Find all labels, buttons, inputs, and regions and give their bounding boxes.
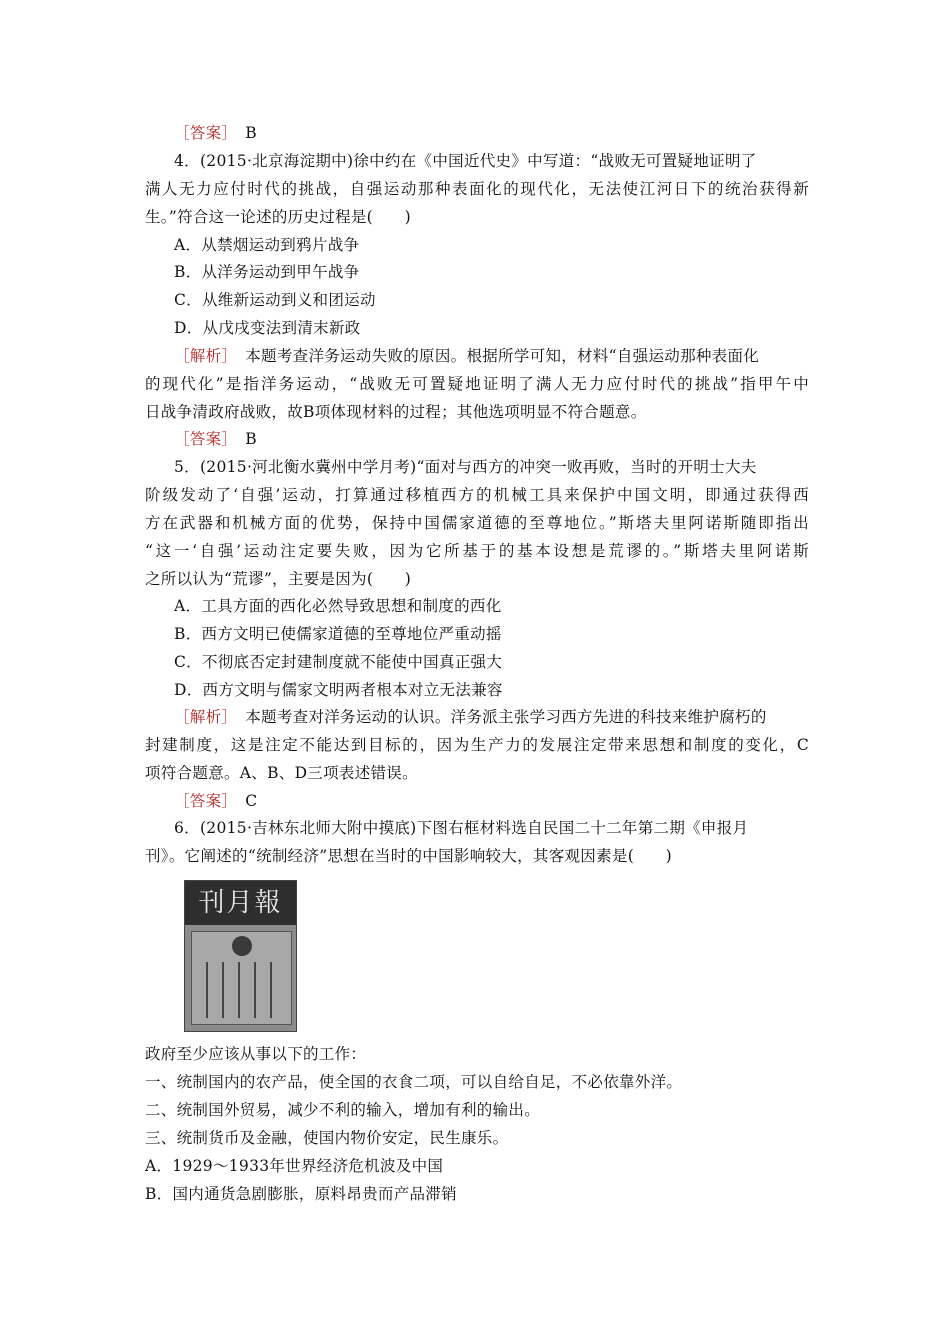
text-line	[145, 734, 809, 756]
cover-emblem-icon	[232, 936, 252, 956]
text-line	[145, 568, 411, 590]
text-line	[145, 512, 809, 534]
line-text: 生。”符合这一论述的历史过程是( )	[145, 208, 411, 226]
text-line	[174, 428, 257, 450]
text-line	[174, 345, 759, 367]
line-text: 刊》。它阐述的“统制经济”思想在当时的中国影响较大，其客观因素是( )	[145, 847, 672, 865]
cover-title-banner: 刊月報	[185, 881, 296, 925]
section-tag: ［解析］	[174, 708, 230, 726]
text-line	[145, 1099, 540, 1121]
text-line	[145, 373, 809, 395]
section-tag: ［答案］	[174, 792, 230, 810]
cover-panel	[191, 931, 292, 1025]
text-line	[174, 790, 257, 812]
text-line	[145, 540, 809, 562]
line-text: 满人无力应付时代的挑战，自强运动那种表面化的现代化，无法使江河日下的统治获得新	[145, 180, 809, 198]
line-text: B．西方文明已使儒家道德的至尊地位严重动摇	[174, 625, 502, 643]
text-line	[145, 845, 672, 867]
line-text: 一、统制国内的农产品，使全国的衣食二项，可以自给自足，不必依靠外洋。	[145, 1073, 683, 1091]
line-text: 三、统制货币及金融，使国内物价安定，民生康乐。	[145, 1129, 509, 1147]
cover-column	[206, 962, 208, 1018]
line-text: B．从洋务运动到甲午战争	[174, 263, 360, 281]
text-line	[174, 651, 502, 673]
line-text: 政府至少应该从事以下的工作：	[145, 1045, 367, 1063]
text-line	[174, 289, 376, 311]
line-text: 6．(2015·吉林东北师大附中摸底)下图右框材料选自民国二十二年第二期《申报月	[174, 819, 749, 837]
line-text: 5．(2015·河北衡水冀州中学月考)“面对与西方的冲突一败再败，当时的开明士大夫	[174, 458, 757, 476]
line-text: C．不彻底否定封建制度就不能使中国真正强大	[174, 653, 503, 671]
text-line	[174, 317, 361, 339]
line-text: 二、统制国外贸易，减少不利的输入，增加有利的输出。	[145, 1101, 541, 1119]
line-text: C	[229, 792, 258, 810]
line-text: 本题考查对洋务运动的认识。洋务派主张学习西方先进的科技来维护腐朽的	[229, 708, 767, 726]
line-text: 4．(2015·北京海淀期中)徐中约在《中国近代史》中写道：“战败无可置疑地证明了	[174, 152, 757, 170]
line-text: B	[229, 430, 257, 448]
text-line	[145, 762, 418, 784]
line-text: 的现代化”是指洋务运动，“战败无可置疑地证明了满人无力应付时代的挑战”指甲午中	[145, 375, 809, 393]
line-text: 本题考查洋务运动失败的原因。根据所学可知，材料“自强运动那种表面化	[229, 347, 760, 365]
cover-column	[222, 962, 224, 1018]
text-line	[145, 1155, 443, 1177]
line-text: C．从维新运动到义和团运动	[174, 291, 376, 309]
line-text: D．西方文明与儒家文明两者根本对立无法兼容	[174, 681, 503, 699]
text-line	[174, 150, 757, 172]
text-line	[174, 679, 503, 701]
text-line	[145, 178, 809, 200]
line-text: D．从戊戌变法到清末新政	[174, 319, 361, 337]
cover-column	[270, 962, 272, 1018]
line-text: A．从禁烟运动到鸦片战争	[174, 236, 360, 254]
text-line	[145, 401, 647, 423]
cover-column	[254, 962, 256, 1018]
text-line	[174, 234, 359, 256]
line-text: A．工具方面的西化必然导致思想和制度的西化	[174, 597, 502, 615]
text-line	[145, 206, 411, 228]
line-text: 项符合题意。A、B、D三项表述错误。	[145, 764, 418, 782]
line-text: 日战争清政府战败，故B项体现材料的过程；其他选项明显不符合题意。	[145, 403, 647, 421]
line-text: “这一‘自强’运动注定要失败，因为它所基于的基本设想是荒谬的。”斯塔夫里阿诺斯	[145, 542, 809, 560]
text-line	[174, 706, 767, 728]
section-tag: ［答案］	[174, 430, 230, 448]
text-line	[174, 595, 502, 617]
text-line	[145, 1183, 457, 1205]
text-line	[145, 484, 809, 506]
shenbao-monthly-cover-image	[184, 880, 297, 1032]
text-line	[174, 817, 748, 839]
text-line	[174, 456, 757, 478]
section-tag: ［答案］	[174, 124, 230, 142]
line-text: A．1929～1933年世界经济危机波及中国	[145, 1157, 444, 1175]
section-tag: ［解析］	[174, 347, 230, 365]
text-line	[174, 122, 257, 144]
text-line	[174, 261, 360, 283]
text-line	[145, 1127, 508, 1149]
line-text: 之所以认为“荒谬”，主要是因为( )	[145, 570, 412, 588]
line-text: B	[229, 124, 257, 142]
line-text: 阶级发动了‘自强’运动，打算通过移植西方的机械工具来保护中国文明，即通过获得西	[145, 486, 809, 504]
line-text: B．国内通货急剧膨胀，原料昂贵而产品滞销	[145, 1185, 457, 1203]
text-line	[174, 623, 502, 645]
line-text: 方在武器和机械方面的优势，保持中国儒家道德的至尊地位。”斯塔夫里阿诺斯随即指出	[145, 514, 809, 532]
cover-column	[238, 962, 240, 1018]
text-line	[145, 1043, 366, 1065]
line-text: 封建制度，这是注定不能达到目标的，因为生产力的发展注定带来思想和制度的变化，C	[145, 736, 809, 754]
text-line	[145, 1071, 682, 1093]
